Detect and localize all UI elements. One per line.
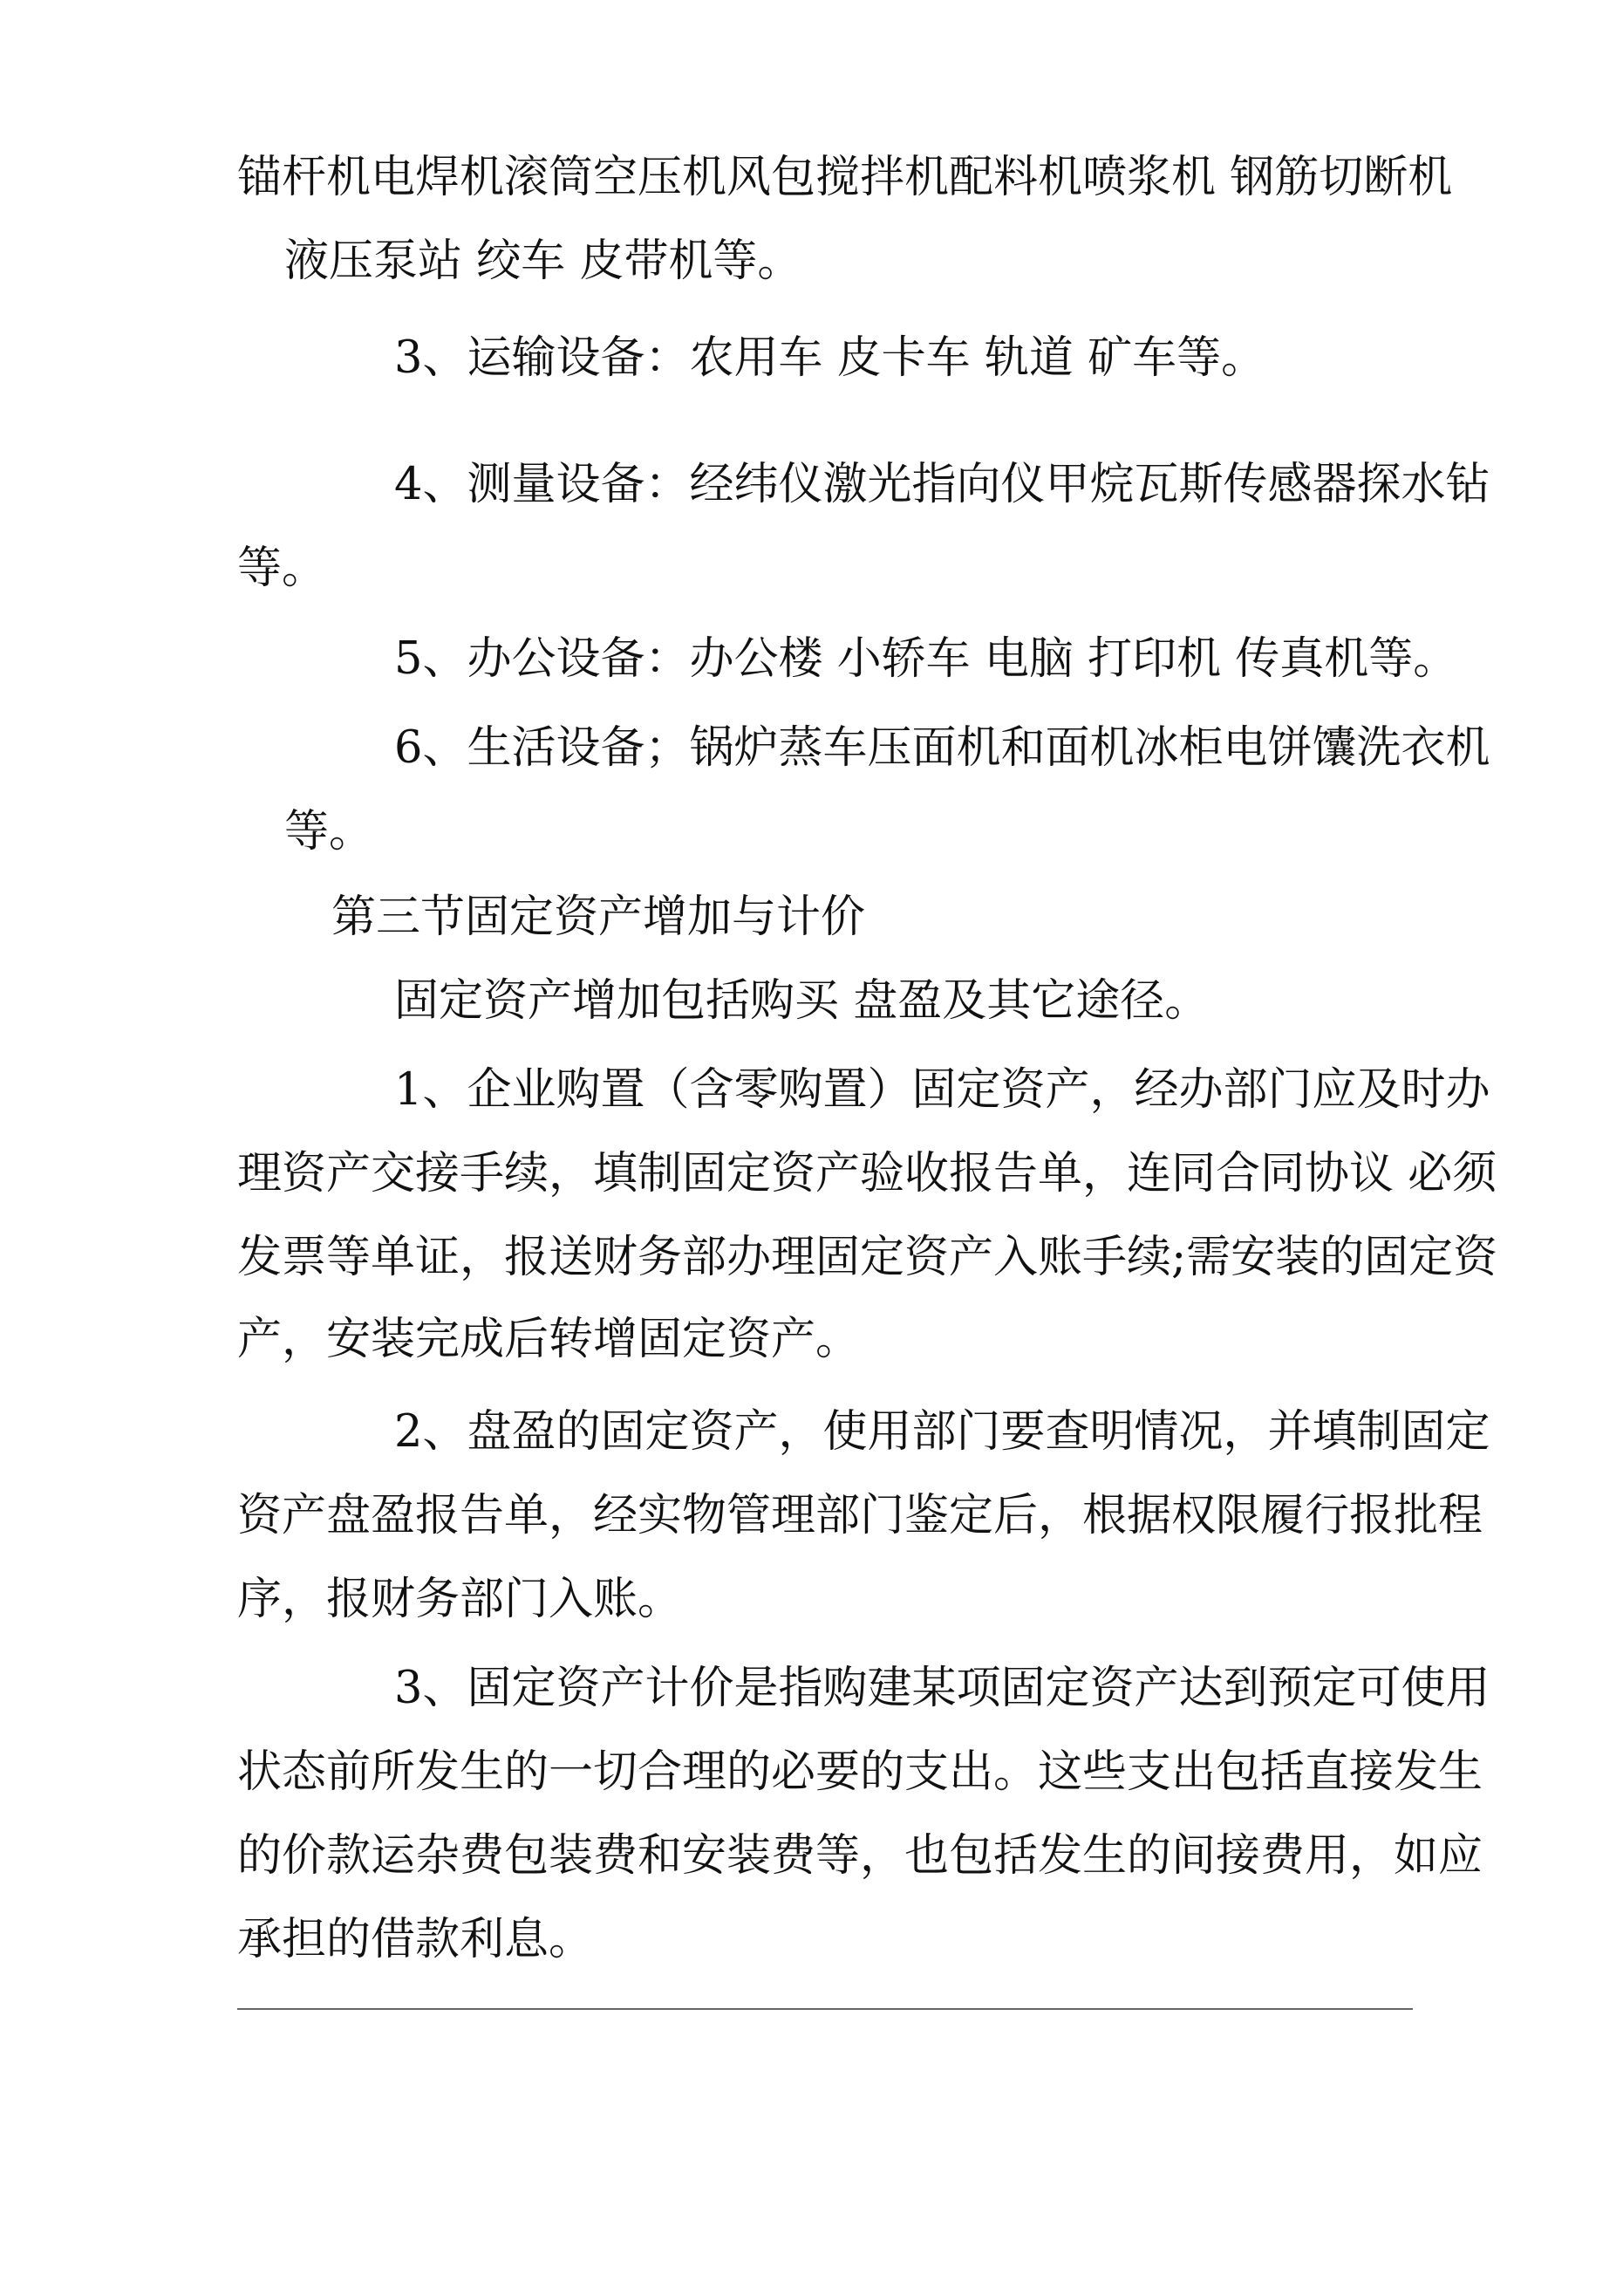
intro-paragraph: 固定资产增加包括购买 盘盈及其它途径。 xyxy=(394,975,1210,1027)
living-equipment-line-1: 6、生活设备；锅炉蒸车压面机和面机冰柜电饼馕洗衣机 xyxy=(394,722,1490,774)
item-2-line-1: 2、盘盈的固定资产，使用部门要查明情况，并填制固定 xyxy=(394,1406,1490,1458)
equipment-list-line-1: 锚杆机电焊机滚筒空压机风包搅拌机配料机喷浆机 钢筋切断机 xyxy=(237,152,1453,203)
item-1-line-2: 理资产交接手续，填制固定资产验收报告单，连同合同协议 必须 xyxy=(237,1148,1497,1199)
survey-equipment-line-2: 等。 xyxy=(237,543,327,594)
item-2-line-3: 序，报财务部门入账。 xyxy=(237,1574,683,1625)
living-equipment-line-2: 等。 xyxy=(284,806,374,858)
office-equipment-line: 5、办公设备：办公楼 小轿车 电脑 打印机 传真机等。 xyxy=(394,633,1458,685)
item-1-line-4: 产，安装完成后转增固定资产。 xyxy=(237,1314,861,1365)
survey-equipment-line-1: 4、测量设备：经纬仪激光指向仪甲烷瓦斯传感器探水钻 xyxy=(394,459,1490,510)
item-1-line-1: 1、企业购置（含零购置）固定资产，经办部门应及时办 xyxy=(394,1064,1490,1116)
item-3-line-1: 3、固定资产计价是指购建某项固定资产达到预定可使用 xyxy=(394,1663,1490,1714)
section-heading: 第三节固定资产增加与计价 xyxy=(331,892,866,943)
item-3-line-4: 承担的借款利息。 xyxy=(237,1914,594,1965)
item-3-line-2: 状态前所发生的一切合理的必要的支出。这些支出包括直接发生 xyxy=(237,1746,1483,1798)
equipment-list-line-2: 液压泵站 绞车 皮带机等。 xyxy=(284,236,802,287)
footer-divider xyxy=(237,2008,1413,2010)
item-3-line-3: 的价款运杂费包装费和安装费等，也包括发生的间接费用，如应 xyxy=(237,1830,1483,1882)
transport-equipment-line: 3、运输设备：农用车 皮卡车 轨道 矿车等。 xyxy=(394,332,1266,384)
item-2-line-2: 资产盘盈报告单，经实物管理部门鉴定后，根据权限履行报批程 xyxy=(237,1490,1483,1541)
item-1-line-3: 发票等单证，报送财务部办理固定资产入账手续;需安装的固定资 xyxy=(237,1232,1498,1283)
